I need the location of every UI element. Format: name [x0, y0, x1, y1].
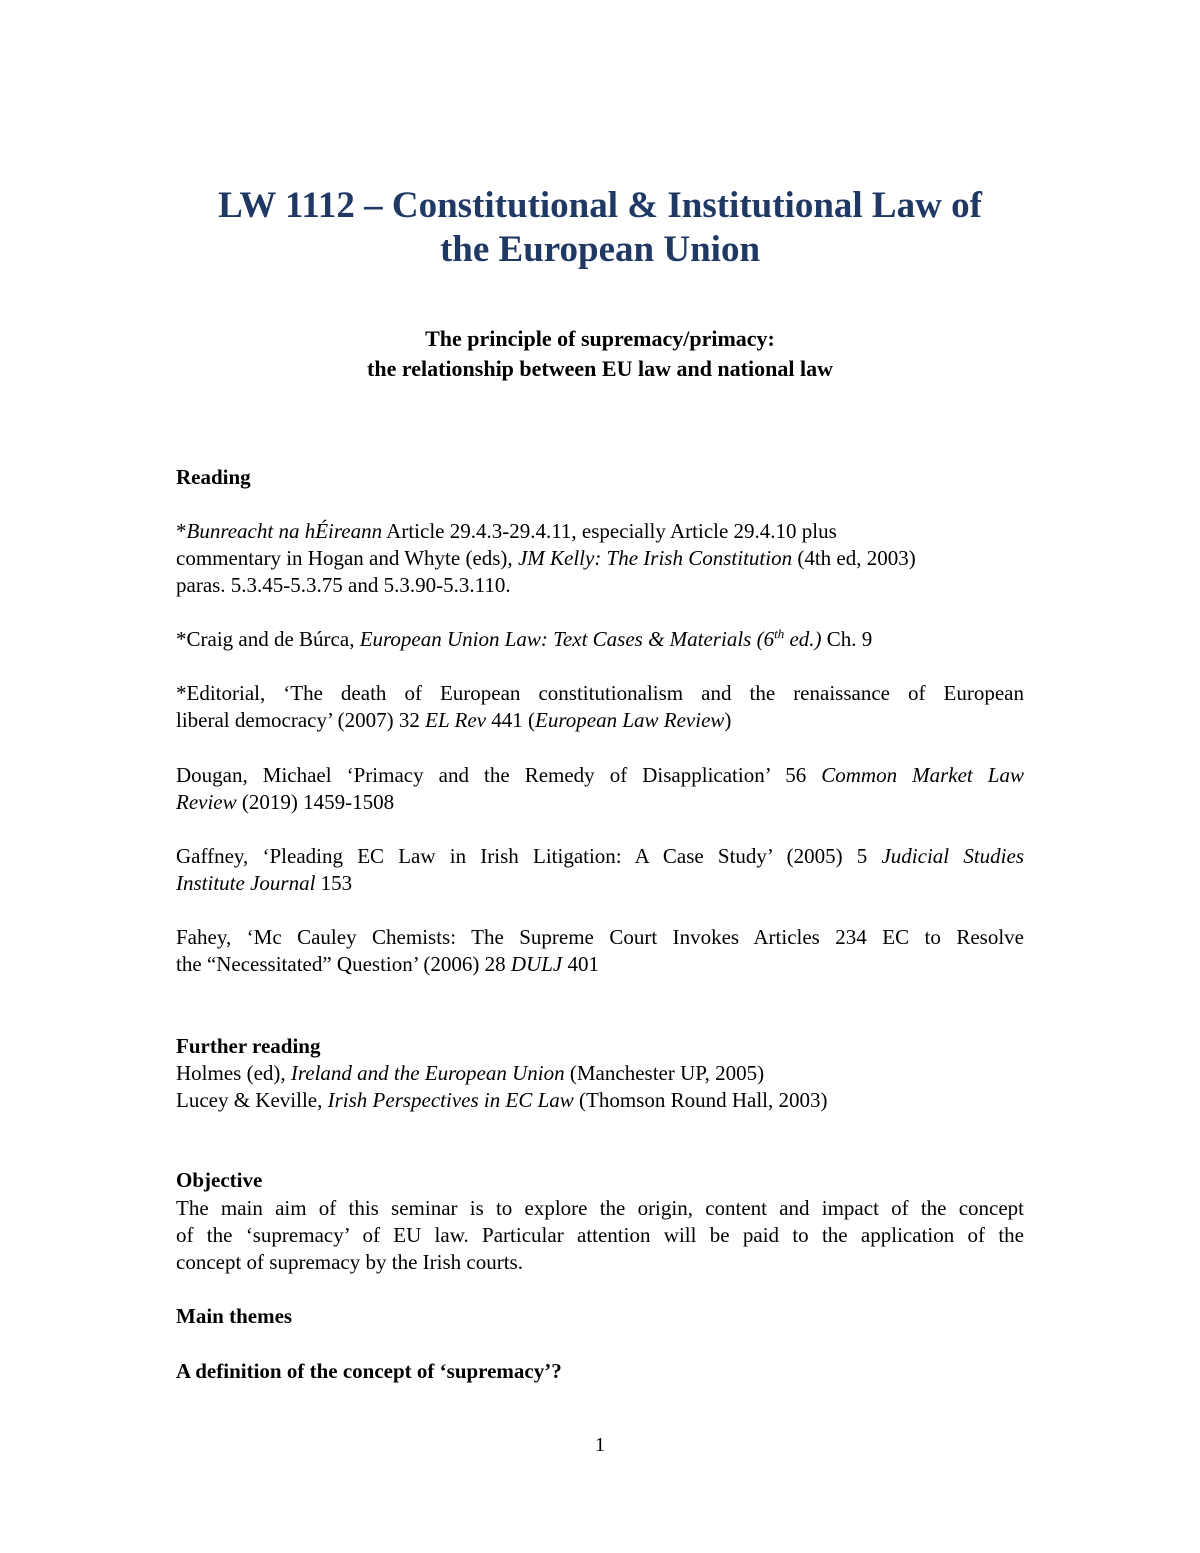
document-title [120, 184, 1080, 272]
reading-entry-line: Institute Journal 153 [176, 871, 353, 895]
reading-entry-line: Dougan, Michael ‘Primacy and the Remedy of Disapplication’ 56 Common Market Law [176, 763, 1024, 787]
title-line-1: LW 1112 – Constitutional & Institutional Law of [218, 185, 982, 226]
main-themes-heading: Main themes [176, 1304, 293, 1328]
reading-entry-line: Gaffney, ‘Pleading EC Law in Irish Litigation: A Case Study’ (2005) 5 Judicial Studies [176, 844, 1024, 868]
objective-line: The main aim of this seminar is to explore the origin, content and impact of the concept [176, 1196, 1024, 1220]
reading-entry-line: commentary in Hogan and Whyte (eds), JM Kelly: The Irish Constitution (4th ed, 2003) [176, 546, 916, 570]
supremacy-definition-subheading: A definition of the concept of ‘supremacy’? [176, 1359, 562, 1383]
further-reading-heading: Further reading [176, 1034, 321, 1058]
further-reading-item: Holmes (ed), Ireland and the European Union (Manchester UP, 2005) [176, 1061, 765, 1085]
document-subtitle [120, 324, 1080, 384]
page-number: 1 [595, 1434, 605, 1456]
reading-entry-line: *Craig and de Búrca, European Union Law: Text Cases & Materials (6th ed.) Ch. 9 [176, 626, 873, 651]
reading-entry-dougan [176, 762, 1024, 816]
reading-entry-line: *Bunreacht na hÉireann Article 29.4.3-29.4.11, especially Article 29.4.10 plus [176, 519, 837, 543]
objective-line: concept of supremacy by the Irish courts. [176, 1250, 523, 1274]
reading-entry-editorial [176, 680, 1024, 734]
reading-entry-constitution [176, 518, 1024, 599]
further-reading-item: Lucey & Keville, Irish Perspectives in EC Law (Thomson Round Hall, 2003) [176, 1088, 828, 1112]
reading-entry-line: *Editorial, ‘The death of European constitutionalism and the renaissance of European [176, 681, 1024, 705]
reading-entry-fahey [176, 924, 1024, 978]
subtitle-line-2: the relationship between EU law and national law [367, 356, 833, 381]
reading-entry-gaffney [176, 843, 1024, 897]
reading-entry-craig-de-burca [176, 626, 1024, 653]
title-line-2: the European Union [439, 229, 761, 270]
further-reading-list [176, 1060, 1024, 1114]
reading-entry-line: Review (2019) 1459-1508 [176, 790, 395, 814]
reading-entry-line: Fahey, ‘Mc Cauley Chemists: The Supreme Court Invokes Articles 234 EC to Resolve [176, 925, 1024, 949]
reading-entry-line: liberal democracy’ (2007) 32 EL Rev 441 (European Law Review) [176, 708, 732, 732]
objective-text [176, 1195, 1024, 1276]
subtitle-line-1: The principle of supremacy/primacy: [425, 326, 775, 351]
reading-entry-line: the “Necessitated” Question’ (2006) 28 DULJ 401 [176, 952, 600, 976]
reading-entry-line: paras. 5.3.45-5.3.75 and 5.3.90-5.3.110. [176, 573, 511, 597]
reading-heading: Reading [176, 465, 251, 489]
objective-heading: Objective [176, 1168, 263, 1192]
objective-line: of the ‘supremacy’ of EU law. Particular attention will be paid to the application of the [176, 1223, 1024, 1247]
